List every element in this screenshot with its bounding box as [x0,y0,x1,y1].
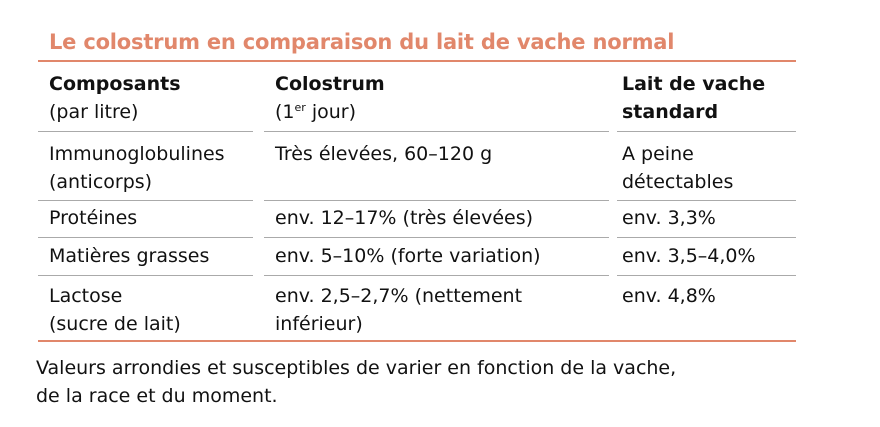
row-divider [617,275,796,276]
header-colostrum-day-prefix: (1 [275,101,295,123]
cell-colostrum: inférieur) [275,313,363,335]
row-divider [617,200,796,201]
page-title: Le colostrum en comparaison du lait de vache normal [49,30,675,54]
row-divider [264,131,609,132]
footnote [36,354,676,410]
header-colostrum-day-suffix: jour) [305,101,357,123]
table-bottom-rule [38,340,796,342]
row-divider [38,200,253,201]
cell-colostrum: Très élevées, 60–120 g [275,143,493,165]
cell-colostrum: env. 5–10% (forte variation) [275,245,541,267]
header-colostrum-day-sup: er [294,101,306,114]
header-lait: Lait de vache [622,73,766,95]
header-colostrum: Colostrum [275,73,385,95]
footnote-line: de la race et du moment. [36,385,278,407]
row-divider [264,200,609,201]
row-divider [38,237,253,238]
cell-component: (sucre de lait) [49,313,181,335]
row-divider [617,131,796,132]
header-lait-standard: standard [622,101,719,123]
cell-colostrum: env. 12–17% (très élevées) [275,207,534,229]
row-divider [264,237,609,238]
cell-lait: env. 3,3% [622,207,716,229]
cell-component: Protéines [49,207,138,229]
cell-component: Immunoglobulines [49,143,225,165]
cell-lait: A peine [622,143,694,165]
row-divider [38,131,253,132]
cell-component: Matières grasses [49,245,210,267]
header-composants: Composants [49,73,181,95]
row-divider [264,275,609,276]
header-colostrum-day [275,98,356,126]
row-divider [617,237,796,238]
cell-lait: détectables [622,171,734,193]
cell-component: Lactose [49,285,123,307]
cell-lait: env. 4,8% [622,285,716,307]
cell-colostrum: env. 2,5–2,7% (nettement [275,285,523,307]
cell-lait: env. 3,5–4,0% [622,245,756,267]
row-divider [38,275,253,276]
cell-component: (anticorps) [49,171,153,193]
title-rule [38,60,796,62]
header-composants-unit: (par litre) [49,101,139,123]
footnote-line: Valeurs arrondies et susceptibles de varier en fonction de la vache, [36,357,677,379]
